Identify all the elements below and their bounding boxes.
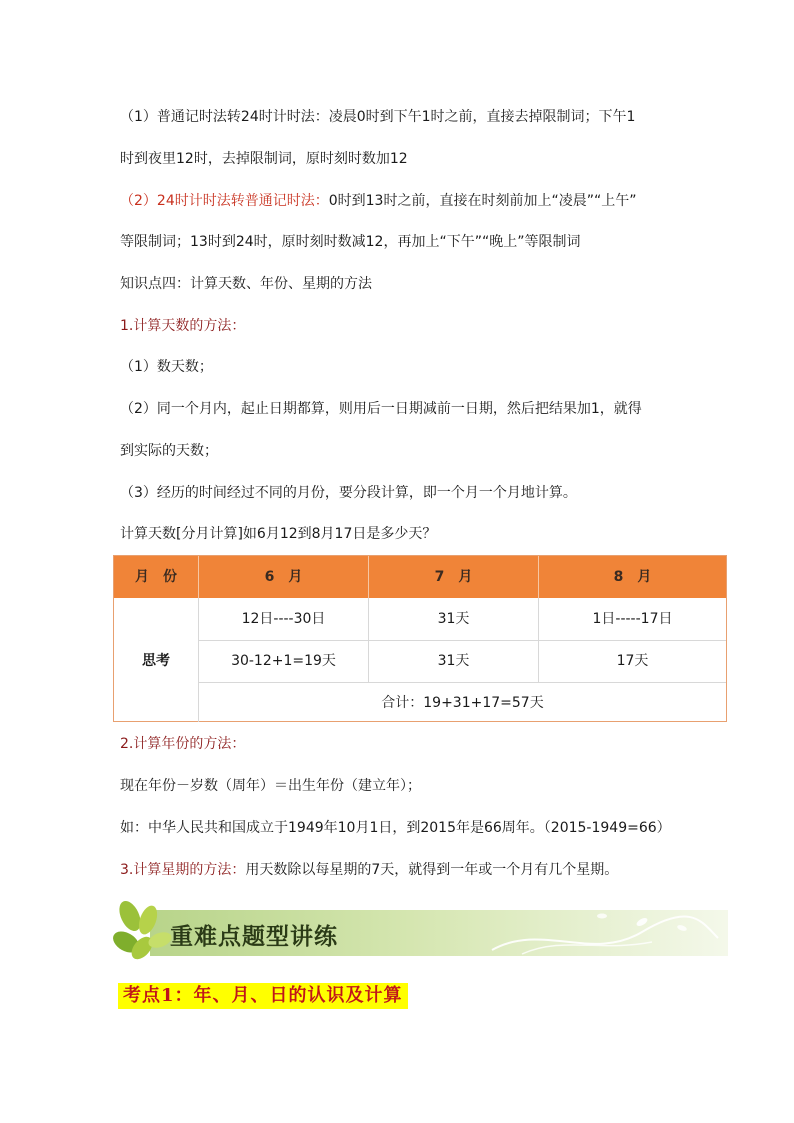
year-example: 如：中华人民共和国成立于1949年10月1日，到2015年是66周年。（2015-1949=66） (120, 820, 671, 836)
example-question: 计算天数[分月计算]如6月12到8月17日是多少天？ (120, 526, 437, 542)
table-cell: 31天 (437, 653, 470, 669)
week-method-text: 用天数除以每星期的7天，就得到一年或一个月有几个星期。 (245, 862, 619, 878)
step-3: （3）经历的时间经过不同的月份，要分段计算，即一个月一个月地计算。 (120, 485, 577, 501)
step-2b: 到实际的天数； (120, 443, 218, 459)
week-method-heading: 3.计算星期的方法： (120, 862, 246, 878)
para-2a (120, 191, 636, 211)
table-header-month: 月 份 (135, 569, 177, 585)
table-row-label: 思考 (142, 653, 170, 669)
table-header-june: 6 月 (264, 569, 303, 585)
week-method (120, 860, 618, 880)
step-1: （1）数天数； (120, 359, 213, 375)
banner-title: 重难点题型讲练 (170, 924, 338, 950)
days-table (113, 555, 727, 722)
para-2b: 等限制词；13时到24时，原时刻时数减12，再加上“下午”“晚上”等限制词 (120, 234, 581, 250)
knowledge-point-4: 知识点四：计算天数、年份、星期的方法 (120, 276, 372, 292)
year-formula: 现在年份－岁数（周年）＝出生年份（建立年）； (120, 778, 421, 794)
para-2a-heading: （2）24时计时法转普通记时法： (120, 193, 329, 209)
table-header-july: 7 月 (434, 569, 473, 585)
heading-year-method: 2.计算年份的方法： (120, 736, 246, 752)
para-1a: （1）普通记时法转24时计时法：凌晨0时到下午1时之前，直接去掉限制词；下午1 (120, 109, 636, 125)
vine-decoration-icon (482, 902, 722, 964)
table-total: 合计：19+31+17=57天 (381, 695, 544, 711)
step-2a: （2）同一个月内，起止日期都算，则用后一日期减前一日期，然后把结果加1，就得 (120, 401, 642, 417)
table-cell: 1日-----17日 (592, 611, 673, 627)
table-cell: 17天 (616, 653, 649, 669)
table-cell: 12日----30日 (241, 611, 326, 627)
section-banner (112, 896, 728, 968)
table-header-august: 8 月 (613, 569, 652, 585)
para-1b: 时到夜里12时，去掉限制词，原时刻时数加12 (120, 151, 408, 167)
table-cell: 31天 (437, 611, 470, 627)
table-cell: 30-12+1=19天 (231, 653, 336, 669)
heading-days-method: 1.计算天数的方法： (120, 318, 246, 334)
para-2a-text: 0时到13时之前，直接在时刻前加上“凌晨”“上午” (328, 193, 637, 209)
exam-point-label: 考点1：年、月、日的认识及计算 (118, 983, 408, 1009)
